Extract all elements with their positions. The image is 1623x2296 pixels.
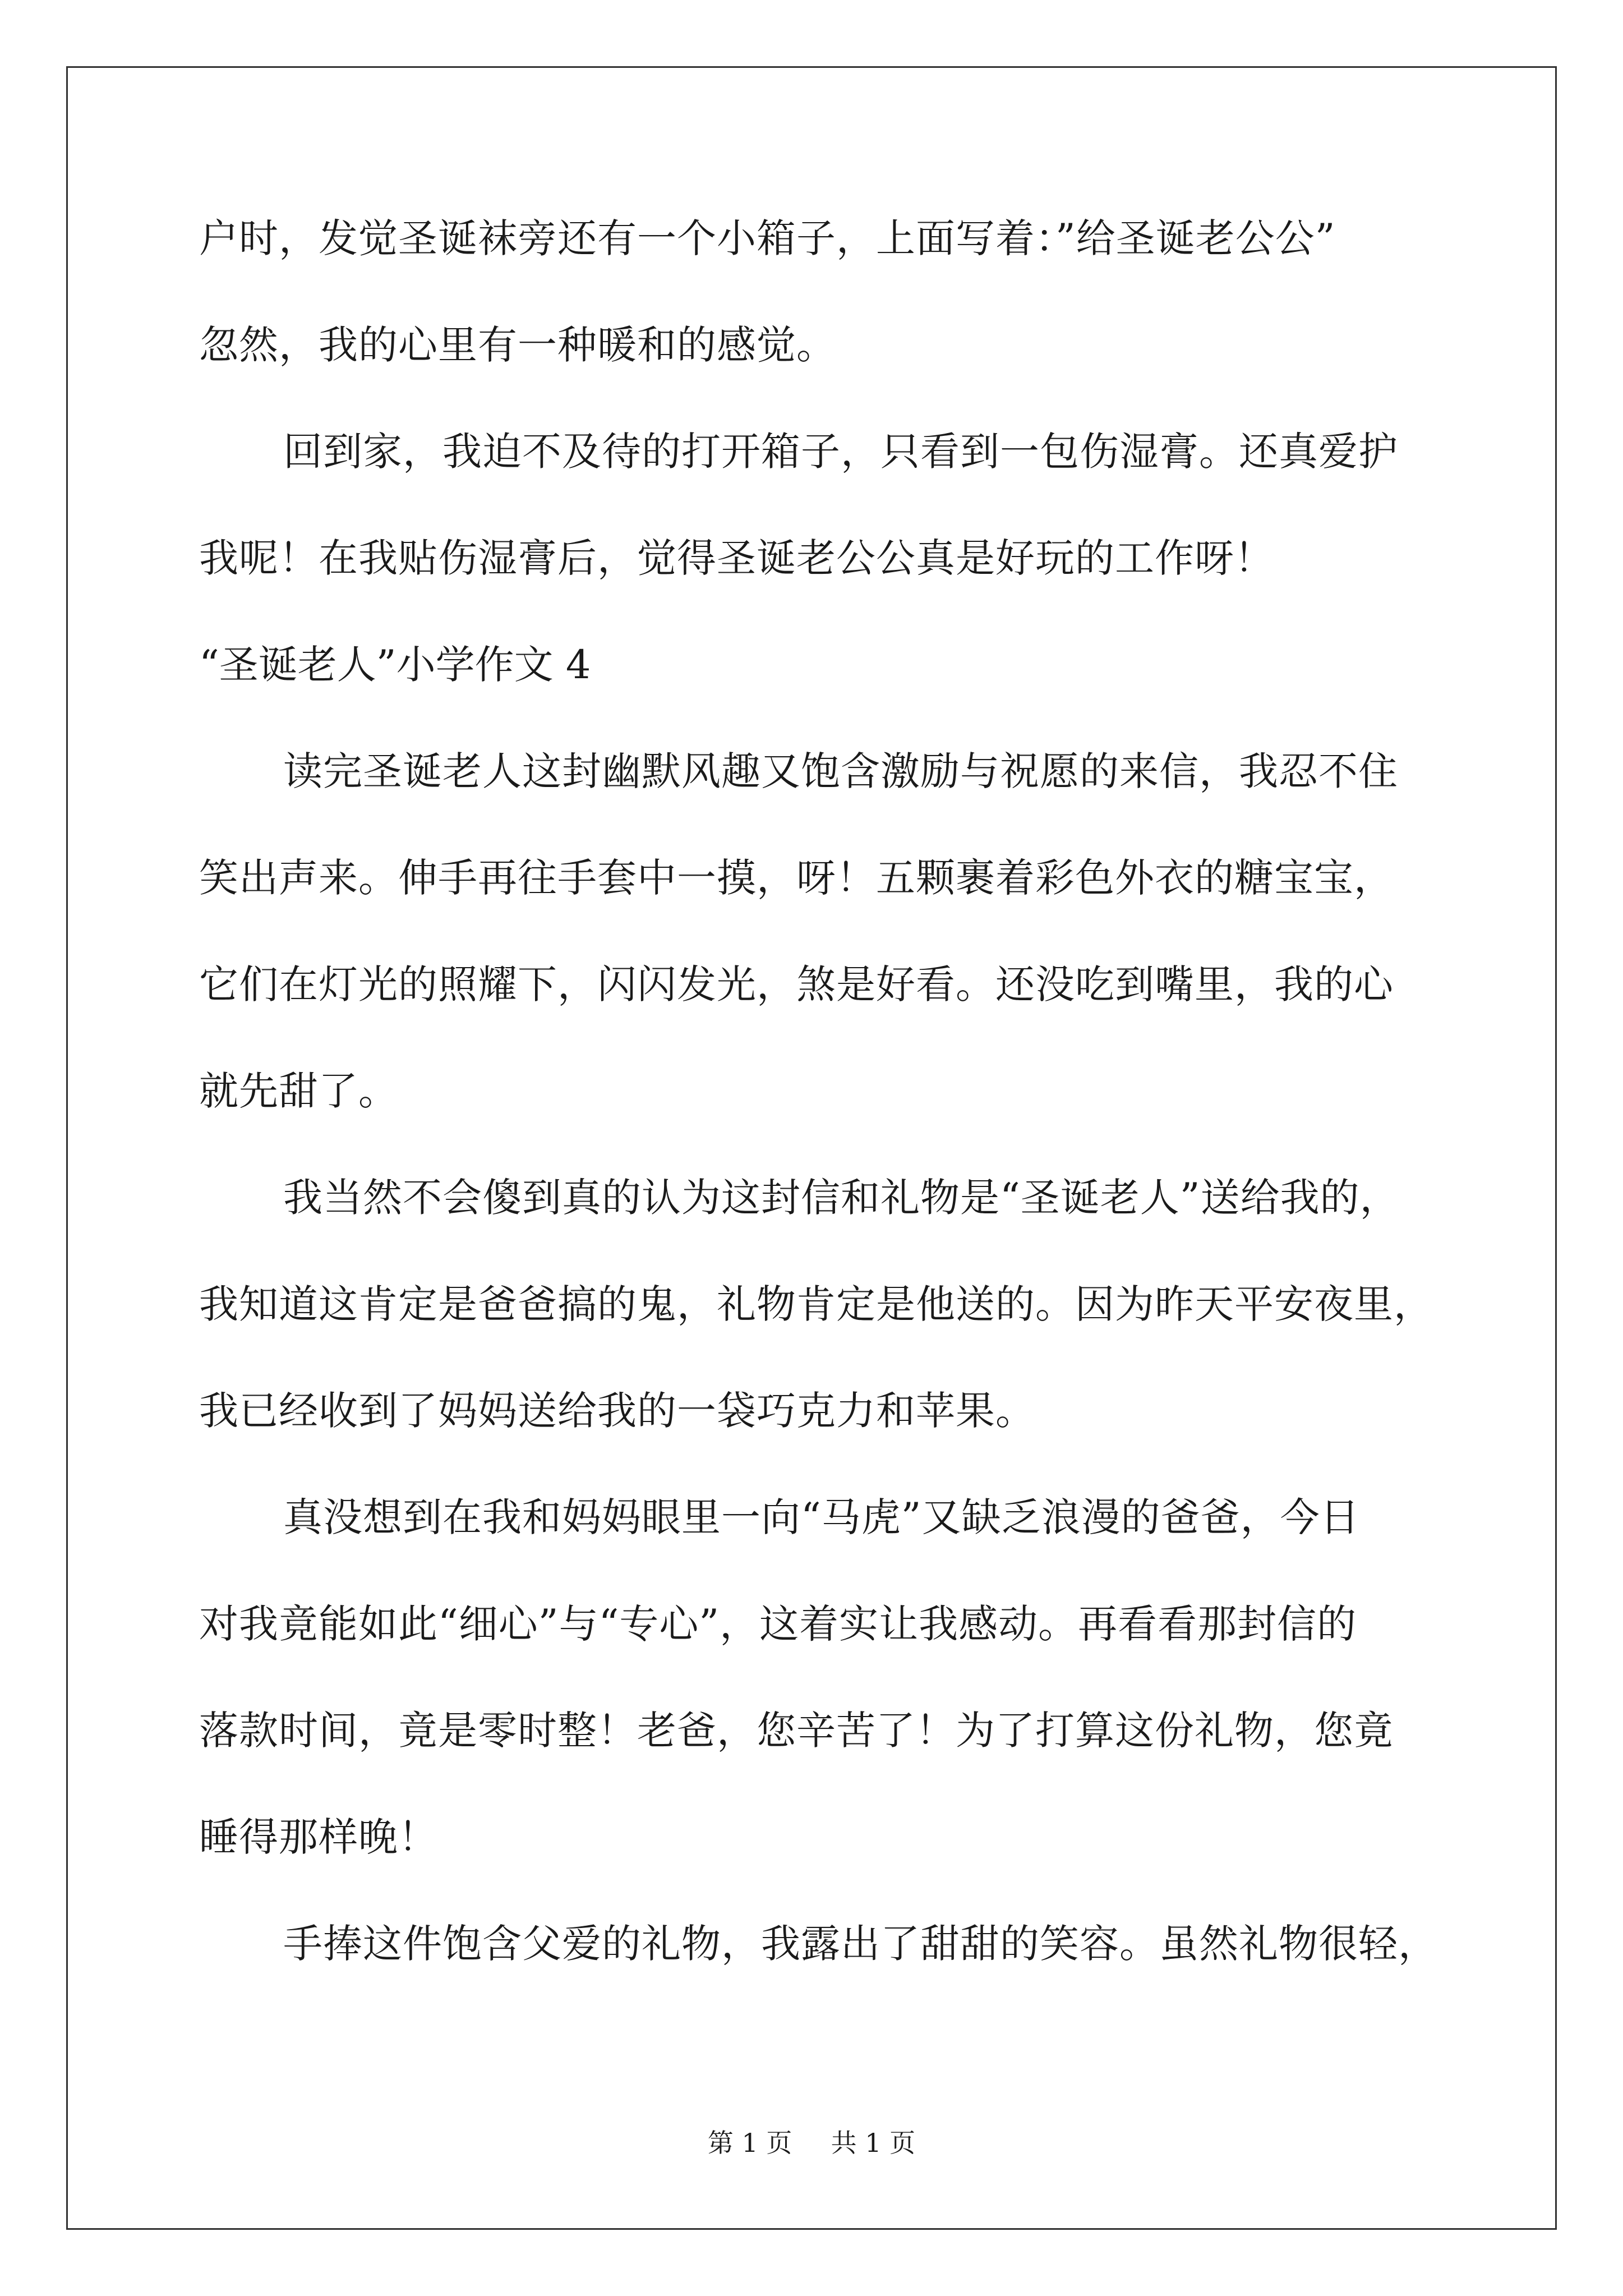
text-line: 笑出声来。伸手再往手套中一摸，呀！五颗裹着彩色外衣的糖宝宝， <box>199 855 1394 901</box>
paragraph-first-line: 读完圣诞老人这封幽默风趣又饱含激励与祝愿的来信，我忍不住 <box>283 748 1398 794</box>
text-line: 忽然，我的心里有一种暖和的感觉。 <box>199 322 836 368</box>
text-line: 对我竟能如此“细心”与“专心”，这着实让我感动。再看看那封信的 <box>199 1601 1357 1647</box>
text-line: 我知道这肯定是爸爸搞的鬼，礼物肯定是他送的。因为昨天平安夜里， <box>199 1281 1433 1327</box>
page-footer <box>0 2126 1623 2160</box>
paragraph-first-line: 我当然不会傻到真的认为这封信和礼物是“圣诞老人”送给我的， <box>283 1175 1400 1221</box>
paragraph-first-line: 真没想到在我和妈妈眼里一向“马虎”又缺乏浪漫的爸爸，今日 <box>283 1494 1360 1540</box>
paragraph-first-line: 回到家，我迫不及待的打开箱子，只看到一包伤湿膏。还真爱护 <box>283 429 1398 475</box>
text-line: 睡得那样晚！ <box>199 1814 438 1860</box>
page-total: 共 1 页 <box>831 2128 916 2158</box>
paragraph-first-line: 手捧这件饱含父爱的礼物，我露出了甜甜的笑容。虽然礼物很轻， <box>283 1921 1438 1967</box>
text-line: 我呢！在我贴伤湿膏后，觉得圣诞老公公真是好玩的工作呀！ <box>199 535 1274 581</box>
text-line: 就先甜了。 <box>199 1068 398 1114</box>
text-line: 落款时间，竟是零时整！老爸，您辛苦了！为了打算这份礼物，您竟 <box>199 1708 1394 1754</box>
page-number: 第 1 页 <box>707 2128 792 2158</box>
text-line: 我已经收到了妈妈送给我的一袋巧克力和苹果。 <box>199 1388 1035 1434</box>
section-heading: “圣诞老人”小学作文 4 <box>199 642 591 688</box>
text-line: 户时，发觉圣诞袜旁还有一个小箱子，上面写着：”给圣诞老公公” <box>199 215 1336 261</box>
document-body <box>199 185 1438 1997</box>
text-line: 它们在灯光的照耀下，闪闪发光，煞是好看。还没吃到嘴里，我的心 <box>199 961 1394 1007</box>
